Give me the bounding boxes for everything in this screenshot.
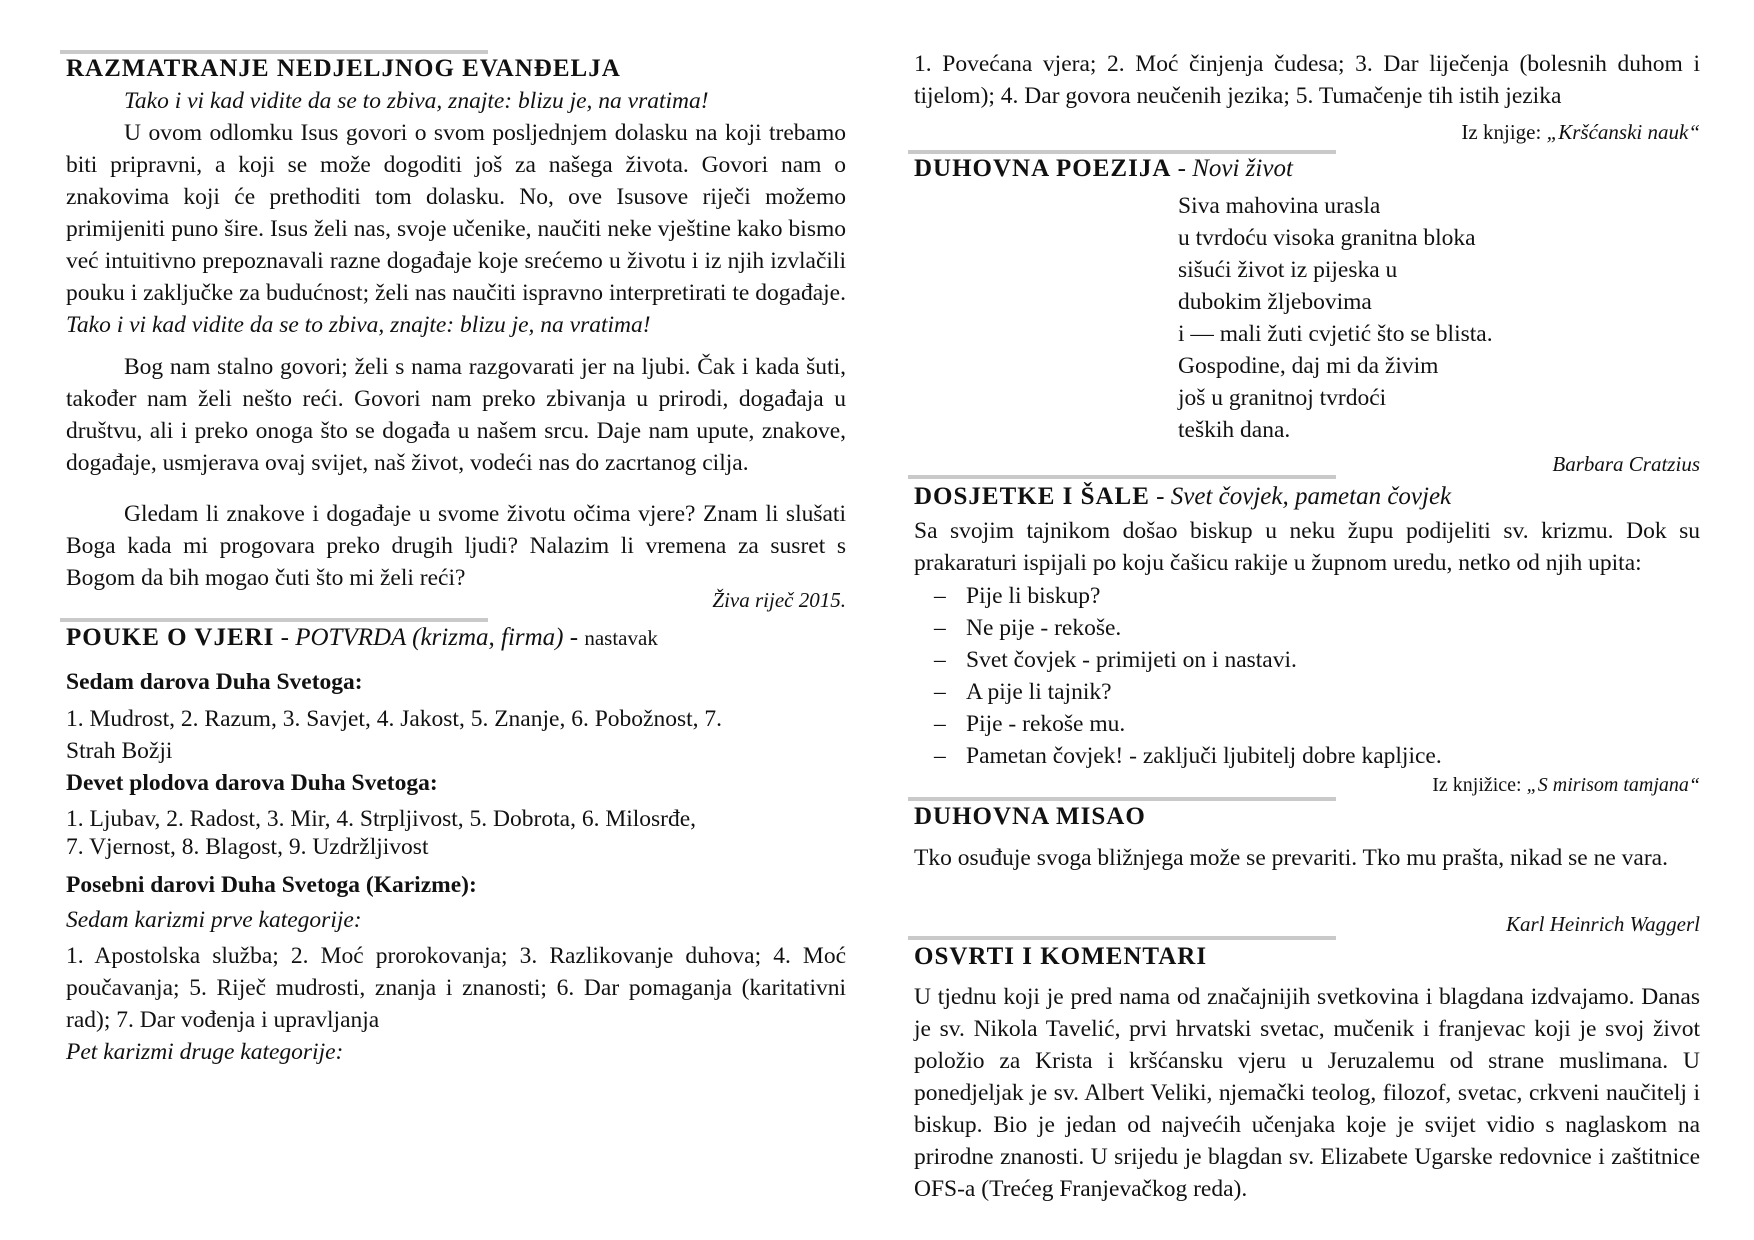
gifts-heading: Sedam darova Duha Svetoga: xyxy=(66,669,363,695)
section-title-jokes xyxy=(914,480,1451,514)
gifts-list: 1. Mudrost, 2. Razum, 3. Savjet, 4. Jakost, 5. Znanje, 6. Pobožnost, 7. Strah Božji xyxy=(66,706,722,764)
section-title-faith xyxy=(66,621,658,655)
poetry-title-bold: DUHOVNA POEZIJA xyxy=(914,155,1172,182)
dialog-line xyxy=(934,644,1442,676)
jokes-source-title: „S mirisom tamjana“ xyxy=(1526,774,1700,796)
dialog-line xyxy=(934,740,1442,772)
dialog-line xyxy=(934,580,1442,612)
charisms-heading: Posebni darovi Duha Svetoga (Karizme): xyxy=(66,872,477,898)
charisms-second-category: Pet karizmi druge kategorije: xyxy=(66,1039,344,1065)
dash: – xyxy=(934,615,946,641)
faith-title-small: nastavak xyxy=(584,626,658,650)
faith-title-bold: POUKE O VJERI xyxy=(66,624,275,651)
dialog-text: Pametan čovjek! - zaključi ljubitelj dobre kapljice. xyxy=(966,743,1442,769)
section-title-poetry xyxy=(914,152,1293,186)
jokes-source xyxy=(1432,771,1700,799)
comments-text: U tjednu koji je pred nama od značajnijih svetkovina i blagdana izdvajamo. Danas je sv. Nikola Tavelić, prvi hrvatski svetac, mučenik i franjevac koji je svoj život položio za Krista i kršćansku vjeru u Jeruzalemu od strane muslimana. U ponedjeljak je sv. Albert Veliki, njemački teolog, filozof, svetac, crkveni naučitelj i biskup. Bio je jedan od najvećih učenjaka koje je svijet vidio s naglaskom na prirodne znanosti. U srijedu je blagdan sv. Elizabete Ugarske redovnice i zaštitnice OFS-a (Trećeg Franjevačkog reda). xyxy=(914,984,1700,1202)
poetry-title-italic: Novi život xyxy=(1192,155,1293,182)
dash: – xyxy=(934,679,946,705)
catechism-source-title: „Kršćanski nauk“ xyxy=(1546,120,1700,144)
faith-title-italic: POTVRDA (krizma, firma) xyxy=(295,624,564,651)
section-title-comments xyxy=(914,940,1207,974)
gospel-paragraph-2: Bog nam stalno govori; želi s nama razgovarati jer na ljubi. Čak i kada šuti, također nam želi nešto reći. Govori nam preko zbivanja u prirodi, događaja u društvu, ali i preko onoga što se događa u našem srcu. Daje nam upute, znakove, događaje, usmjerava ovaj svijet, naš život, vodeći nas do zacrtanog cilja. xyxy=(66,354,846,476)
poem-line: u tvrdoću visoka granitna bloka xyxy=(1178,225,1476,251)
dialog-line xyxy=(934,612,1442,644)
dash: – xyxy=(934,647,946,673)
poem-line: Gospodine, daj mi da živim xyxy=(1178,353,1439,379)
gospel-paragraph-1-text: U ovom odlomku Isus govori o svom posljednjem dolasku na koji trebamo biti pripravni, a koji se može dogoditi još za našega života. Govori nam o znakovima koji će prethoditi tom dolasku. No, ove Isusove riječi možemo primijeniti puno šire. Isus želi nas, svoje učenike, naučiti neke vještine kako bismo već intuitivno prepoznavali razne događaje koje srećemo u životu i iz njih izvlačili pouku i zaključke za budućnost; želi nas naučiti ispravno interpretirati te događaje. xyxy=(66,120,846,306)
jokes-dialog xyxy=(934,580,1442,772)
section-title-text: RAZMATRANJE NEDJELJNOG EVANĐELJA xyxy=(66,55,621,82)
charisms-first-list: 1. Apostolska služba; 2. Moć prorokovanja; 3. Razlikovanje duhova; 4. Moć poučavanja; 5. Riječ mudrosti, znanja i znanosti; 6. Dar pomaganja (karitativni rad); 7. Dar vođenja i upravljanja xyxy=(66,943,846,1033)
thought-title-text: DUHOVNA MISAO xyxy=(914,803,1146,830)
dash: – xyxy=(934,711,946,737)
poem-line: još u granitnoj tvrdoći xyxy=(1178,385,1387,411)
poem-line: i — mali žuti cvjetić što se blista. xyxy=(1178,321,1493,347)
dash: – xyxy=(934,583,946,609)
poem-line: Siva mahovina urasla xyxy=(1178,193,1381,219)
dialog-text: A pije li tajnik? xyxy=(966,679,1112,705)
jokes-source-prefix: Iz knjižice: xyxy=(1432,774,1527,796)
dialog-line xyxy=(934,708,1442,740)
dialog-text: Ne pije - rekoše. xyxy=(966,615,1122,641)
dialog-text: Pije li biskup? xyxy=(966,583,1101,609)
gospel-paragraph-1-quote: Tako i vi kad vidite da se to zbiva, znajte: blizu je, na vratima! xyxy=(66,312,651,338)
catechism-source-prefix: Iz knjige: xyxy=(1461,120,1547,144)
fruits-heading: Devet plodova darova Duha Svetoga: xyxy=(66,770,438,796)
poem-line: sišući život iz pijeska u xyxy=(1178,257,1398,283)
section-title-thought xyxy=(914,800,1146,834)
gospel-paragraph-3: Gledam li znakove i događaje u svome životu očima vjere? Znam li slušati Boga kada mi progovara preko drugih ljudi? Nalazim li vremena za susret s Bogom da bih mogao čuti što mi želi reći? xyxy=(66,501,846,591)
jokes-title-bold: DOSJETKE I ŠALE xyxy=(914,483,1150,510)
jokes-title-italic: Svet čovjek, pametan čovjek xyxy=(1170,483,1452,510)
section-title-gospel xyxy=(66,52,621,86)
thought-text: Tko osuđuje svoga bližnjega može se prevariti. Tko mu prašta, nikad se ne vara. xyxy=(914,845,1668,871)
faith-title-sep2: - xyxy=(563,624,585,651)
dash: – xyxy=(934,743,946,769)
gospel-source: Živa riječ 2015. xyxy=(712,588,846,612)
faith-title-sep: - xyxy=(274,624,296,651)
thought-author: Karl Heinrich Waggerl xyxy=(1505,912,1700,936)
comments-title-text: OSVRTI I KOMENTARI xyxy=(914,943,1208,970)
dialog-text: Pije - rekoše mu. xyxy=(966,711,1126,737)
fruits-list-line-2: 7. Vjernost, 8. Blagost, 9. Uzdržljivost xyxy=(66,834,429,860)
poem-line: teških dana. xyxy=(1178,417,1291,443)
section-rule xyxy=(908,475,1336,479)
jokes-intro: Sa svojim tajnikom došao biskup u neku župu podijeliti sv. krizmu. Dok su prakaraturi ispijali po koju čašicu rakije u župnom uredu, netko od njih upita: xyxy=(914,518,1700,576)
poem-author: Barbara Cratzius xyxy=(1552,452,1700,476)
gospel-motto: Tako i vi kad vidite da se to zbiva, znajte: blizu je, na vratima! xyxy=(124,88,709,114)
charisms-first-category: Sedam karizmi prve kategorije: xyxy=(66,907,362,933)
fruits-list-line-1: 1. Ljubav, 2. Radost, 3. Mir, 4. Strpljivost, 5. Dobrota, 6. Milosrđe, xyxy=(66,806,697,832)
dialog-text: Svet čovjek - primijeti on i nastavi. xyxy=(966,647,1297,673)
poetry-title-sep: - xyxy=(1171,155,1193,182)
gospel-paragraph-1 xyxy=(66,117,846,341)
poem xyxy=(1178,190,1493,446)
catechism-source xyxy=(1461,118,1700,146)
dialog-line xyxy=(934,676,1442,708)
poem-line: dubokim žljebovima xyxy=(1178,289,1372,315)
jokes-title-sep: - xyxy=(1149,483,1171,510)
charisms-second-list: 1. Povećana vjera; 2. Moć činjenja čudesa; 3. Dar liječenja (bolesnih duhom i tijelom); 4. Dar govora neučenih jezika; 5. Tumačenje tih istih jezika xyxy=(914,51,1700,109)
